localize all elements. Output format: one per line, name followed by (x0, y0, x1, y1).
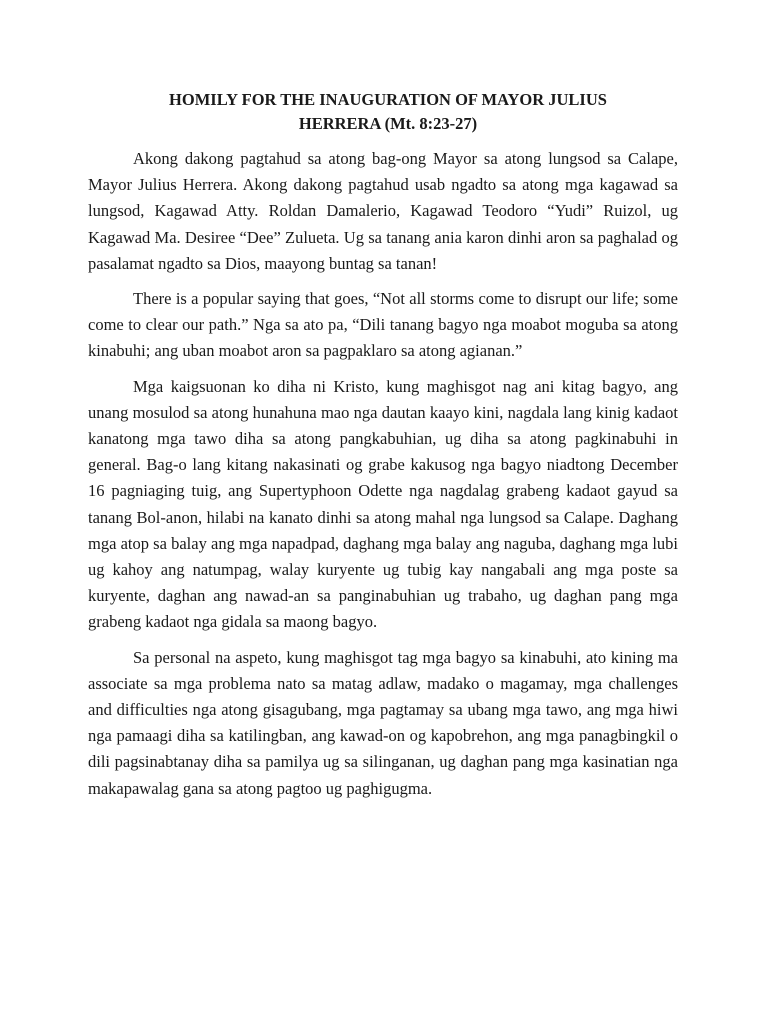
title-line-2: HERRERA (Mt. 8:23-27) (298, 114, 478, 133)
paragraph-greeting: Akong dakong pagtahud sa atong bag-ong Mayor sa atong lungsod sa Calape, Mayor Julius Herrera. Akong dakong pagtahud usab ngadto sa atong mga kagawad sa lungsod, Kagawad Atty. Roldan Damalerio, Kagawad Teodoro “Yudi” Ruizol, ug Kagawad Ma. Desiree “Dee” Zulueta. Ug sa tanang ania karon dinhi aron sa paghalad og pasalamat ngadto sa Dios, maayong buntag sa tanan! (88, 149, 678, 273)
paragraph-saying: There is a popular saying that goes, “Not all storms come to disrupt our life; some come to clear our path.” Nga sa ato pa, “Dili tanang bagyo nga moabot moguba sa atong kinabuhi; ang uban moabot aron sa pagpaklaro sa atong agianan.” (88, 289, 678, 361)
document-page (88, 88, 678, 811)
document-title (88, 88, 678, 136)
paragraph-storm: Mga kaigsuonan ko diha ni Kristo, kung maghisgot nag ani kitag bagyo, ang unang mosulod sa atong hunahuna mao nga dautan kaayo kini, nagdala lang kinig kadaot kanatong mga tawo diha sa atong pangkabuhian, ug diha sa atong pagkinabuhi in general. Bag-o lang kitang nakasinati og grabe kakusog nga bagyo niadtong December 16 pagniaging tuig, ang Supertyphoon Odette nga nagdalag grabeng kadaot gayud sa tanang Bol-anon, hilabi na kanato dinhi sa atong mahal nga lungsod sa Calape. Daghang mga atop sa balay ang mga napadpad, daghang mga balay ang naguba, daghang mga lubi ug kahoy ang natumpag, walay kuryente ug tubig kay nangabali ang mga poste sa kuryente, daghan ang nawad-an sa panginabuhian ug trabaho, ug daghan pang mga grabeng kadaot nga gidala sa maong bagyo. (88, 376, 678, 632)
paragraph-personal: Sa personal na aspeto, kung maghisgot tag mga bagyo sa kinabuhi, ato kining ma associate sa mga problema nato sa matag adlaw, madako o magamay, mga challenges and difficulties nga atong gisagubang, mga pagtamay sa ubang mga tawo, ang mga hiwi nga pamaagi diha sa katilingban, ang kawad-on og kapobrehon, ang mga panagbingkil o dili pagsinabtanay diha sa pamilya ug sa silinganan, ug daghan pang mga kasinatian nga makapawalag gana sa atong pagtoo ug paghigugma. (88, 647, 678, 798)
title-line-1: HOMILY FOR THE INAUGURATION OF MAYOR JULIUS (169, 90, 607, 109)
